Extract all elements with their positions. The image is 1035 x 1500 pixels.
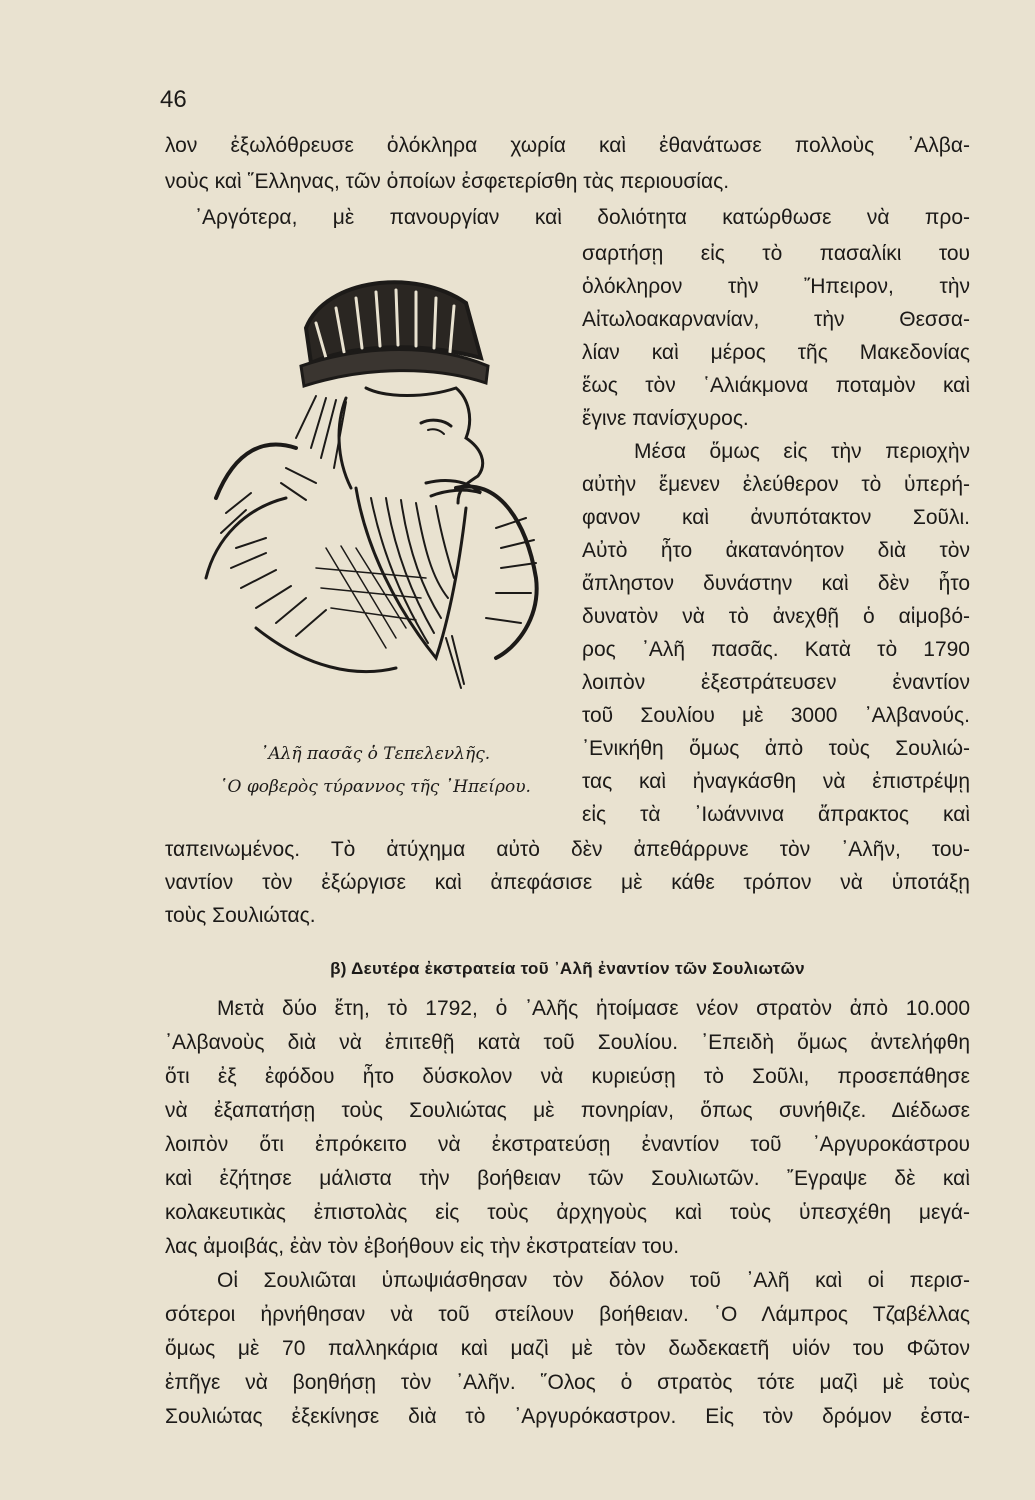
text-line: ὁλόκληρον τὴν Ἤπειρον, τὴν — [582, 275, 970, 298]
figure-caption-name: ᾿Αλῆ πασᾶς ὁ Τεπελενλῆς. — [259, 744, 491, 764]
text-line: ᾿Ενικήθη ὅμως ἀπὸ τοὺς Σουλιώ- — [582, 737, 970, 760]
text-line: τας καὶ ἠναγκάσθη νὰ ἐπιστρέψῃ — [582, 770, 970, 793]
text-line: ρος ᾿Αλῆ πασᾶς. Κατὰ τὸ 1790 — [582, 638, 970, 661]
text-line: ὅτι ἐξ ἐφόδου ἦτο δύσκολον νὰ κυριεύσῃ τὸ Σοῦλι, προσεπάθησε — [165, 1065, 970, 1088]
text-line: ἐπῆγε νὰ βοηθήσῃ τὸν ᾿Αλῆν. ῞Ολος ὁ στρατὸς τότε μαζὶ μὲ τοὺς — [165, 1371, 970, 1394]
text-line: νὰ ἐξαπατήσῃ τοὺς Σουλιώτας μὲ πονηρίαν, ὅπως συνήθιζε. Διέδωσε — [165, 1099, 970, 1122]
text-line: ἄπληστον δυνάστην καὶ δὲν ἦτο — [582, 572, 970, 595]
text-line: Οἱ Σουλιῶται ὑπωψιάσθησαν τὸν δόλον τοῦ ᾿Αλῆ καὶ οἱ περισ- — [217, 1269, 970, 1292]
text-line: ναντίον τὸν ἐξώργισε καὶ ἀπεφάσισε μὲ κάθε τρόπον νὰ ὑποτάξῃ — [165, 871, 970, 894]
text-line: Αὐτὸ ἦτο ἀκατανόητον διὰ τὸν — [582, 539, 970, 562]
text-line: κολακευτικὰς ἐπιστολὰς εἰς τοὺς ἀρχηγοὺς καὶ τοὺς ὑπεσχέθη μεγά- — [165, 1201, 970, 1224]
text-line: τοὺς Σουλιώτας. — [165, 904, 316, 927]
text-line: σαρτήσῃ εἰς τὸ πασαλίκι του — [582, 242, 970, 265]
text-line: λοιπὸν ὅτι ἐπρόκειτο νὰ ἐκστρατεύσῃ ἐναντίον τοῦ ᾿Αργυροκάστρου — [165, 1133, 970, 1156]
text-line: ᾿Αργότερα, μὲ πανουργίαν καὶ δολιότητα κατώρθωσε νὰ προ- — [195, 206, 970, 229]
figure-caption-description: ῾Ο φοβερὸς τύραννος τῆς ᾿Ηπείρου. — [219, 777, 531, 797]
text-line: ταπεινωμένος. Τὸ ἀτύχημα αὐτὸ δὲν ἀπεθάρρυνε τὸν ᾿Αλῆν, του- — [165, 838, 970, 861]
text-line: ᾿Αλβανοὺς διὰ νὰ ἐπιτεθῇ κατὰ τοῦ Σουλίου. ᾿Επειδὴ ὅμως ἀντελήφθη — [165, 1031, 970, 1054]
text-line: καὶ ἐζήτησε μάλιστα τὴν βοήθειαν τῶν Σουλιωτῶν. ῎Εγραψε δὲ καὶ — [165, 1167, 970, 1190]
text-line: τοῦ Σουλίου μὲ 3000 ᾿Αλβανούς. — [582, 704, 970, 727]
text-line: δυνατὸν νὰ τὸ ἀνεχθῇ ὁ αἱμοβό- — [582, 605, 970, 628]
text-line: ἕως τὸν ῾Αλιάκμονα ποταμὸν καὶ — [582, 374, 970, 397]
text-line: νοὺς καὶ ῞Ελληνας, τῶν ὁποίων ἐσφετερίσθη τὰς περιουσίας. — [165, 170, 730, 193]
text-line: λίαν καὶ μέρος τῆς Μακεδονίας — [582, 341, 970, 364]
portrait-illustration — [196, 248, 576, 728]
text-line: λον ἐξωλόθρευσε ὁλόκληρα χωρία καὶ ἐθανάτωσε πολλοὺς ᾿Αλβα- — [165, 134, 970, 157]
text-line: Μετὰ δύο ἔτη, τὸ 1792, ὁ ᾿Αλῆς ἡτοίμασε νέον στρατὸν ἀπὸ 10.000 — [217, 997, 970, 1020]
section-heading: β) Δευτέρα ἐκστρατεία τοῦ ᾿Αλῆ ἐναντίον τῶν Σουλιωτῶν — [330, 959, 805, 978]
text-line: φανον καὶ ἀνυπότακτον Σοῦλι. — [582, 506, 970, 529]
text-line: σότεροι ἠρνήθησαν νὰ τοῦ στείλουν βοήθειαν. ῾Ο Λάμπρος Τζαβέλλας — [165, 1303, 970, 1326]
text-line: Σουλιώτας ἐξεκίνησε διὰ τὸ ᾿Αργυρόκαστρον. Εἰς τὸν δρόμον ἐστα- — [165, 1405, 970, 1428]
text-line: αὐτὴν ἔμενεν ἐλεύθερον τὸ ὑπερή- — [582, 473, 970, 496]
text-line: λοιπὸν ἐξεστράτευσεν ἐναντίον — [582, 671, 970, 694]
text-line: ὅμως μὲ 70 παλληκάρια καὶ μαζὶ μὲ τὸν δωδεκαετῆ υἱόν του Φῶτον — [165, 1337, 970, 1360]
text-line: εἰς τὰ ᾿Ιωάννινα ἄπρακτος καὶ — [582, 803, 970, 826]
text-line: λας ἀμοιβάς, ἐὰν τὸν ἐβοήθουν εἰς τὴν ἐκστρατείαν του. — [165, 1235, 680, 1258]
page-number: 46 — [160, 86, 187, 113]
text-line: Αἰτωλοακαρνανίαν, τὴν Θεσσα- — [582, 308, 970, 331]
text-line: Μέσα ὅμως εἰς τὴν περιοχὴν — [634, 440, 970, 463]
text-line: ἔγινε πανίσχυρος. — [582, 407, 749, 430]
